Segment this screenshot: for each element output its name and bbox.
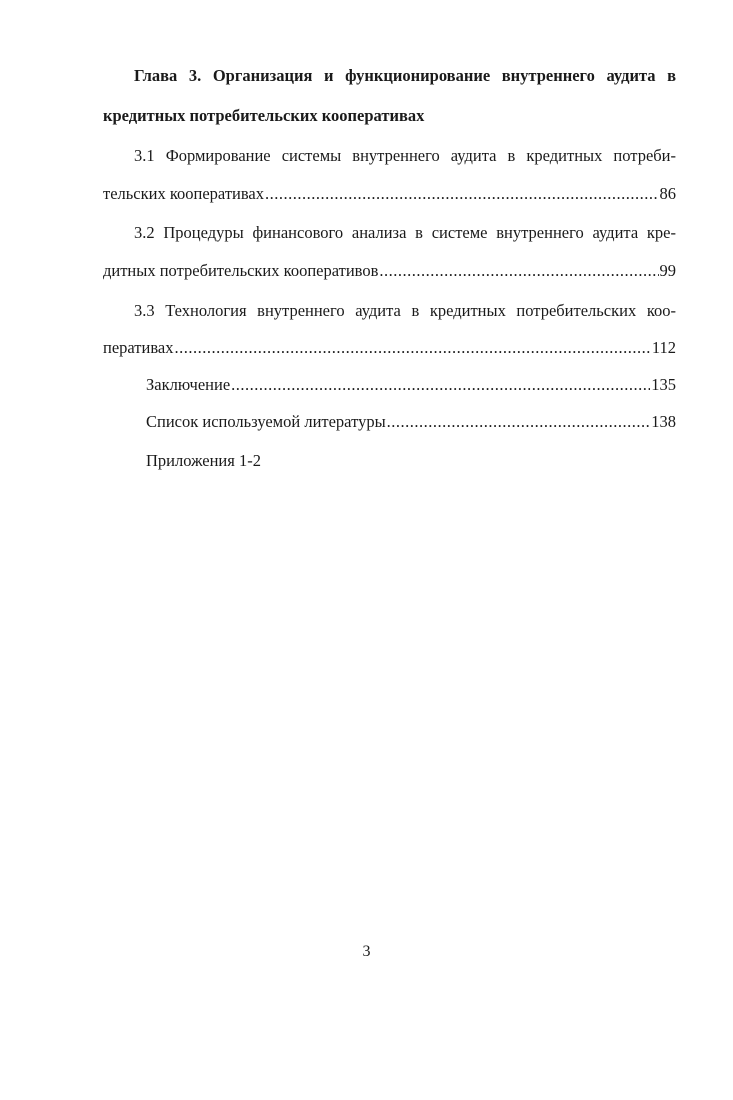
toc-section-3-1-page: 86 xyxy=(659,184,676,203)
dot-leader xyxy=(175,338,651,358)
toc-section-3-3-line-1: 3.3 Технология внутреннего аудита в кредитных потребительских коо- xyxy=(134,301,676,320)
dot-leader xyxy=(387,412,651,432)
toc-entry-references-text: Список используемой литературы xyxy=(146,412,386,431)
dot-leader xyxy=(379,261,658,281)
dot-leader xyxy=(265,184,658,204)
toc-entry-conclusion-text: Заключение xyxy=(146,375,231,394)
toc-section-3-3-line-2 xyxy=(103,338,676,358)
toc-section-3-2-text: дитных потребительских кооперативов xyxy=(103,261,379,280)
toc-entry-references xyxy=(146,412,676,432)
chapter-title-line-1: Глава 3. Организация и функционирование внутреннего аудита в xyxy=(134,66,676,85)
chapter-title-line-2: кредитных потребительских кооперативах xyxy=(103,106,425,125)
dot-leader xyxy=(231,375,650,395)
toc-entry-appendices: Приложения 1-2 xyxy=(146,451,261,470)
toc-section-3-1-text: тельских кооперативах xyxy=(103,184,265,203)
toc-section-3-3-page: 112 xyxy=(651,338,676,357)
page-number: 3 xyxy=(362,943,371,960)
toc-section-3-1-line-1: 3.1 Формирование системы внутреннего аудита в кредитных потреби- xyxy=(134,146,676,165)
toc-section-3-3-text: перативах xyxy=(103,338,174,357)
toc-entry-conclusion xyxy=(146,375,676,395)
toc-section-3-2-line-2 xyxy=(103,261,676,281)
toc-section-3-2-line-1: 3.2 Процедуры финансового анализа в системе внутреннего аудита кре- xyxy=(134,223,676,242)
toc-section-3-2-page: 99 xyxy=(659,261,676,280)
toc-entry-conclusion-page: 135 xyxy=(651,375,676,394)
toc-section-3-1-line-2 xyxy=(103,184,676,204)
toc-entry-references-page: 138 xyxy=(651,412,676,431)
